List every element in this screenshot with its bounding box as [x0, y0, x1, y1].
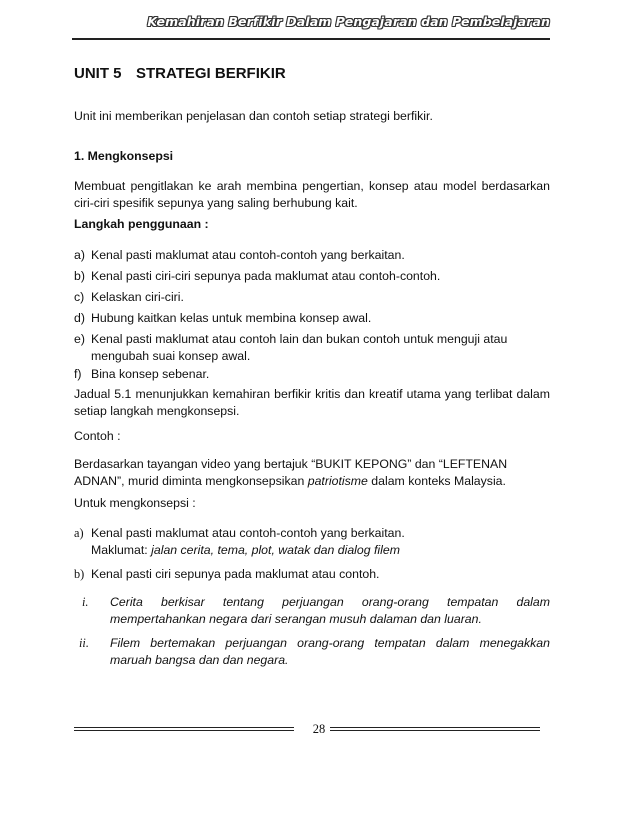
running-header: Kemahiran Berfikir Dalam Pengajaran dan Pembelajaran: [147, 14, 550, 29]
list-item: [74, 289, 550, 306]
sub-list-item-text: Filem bertemakan perjuangan orang-orang tempatan dalam menegakkan maruah bangsa dan dan negara.: [110, 636, 550, 667]
example-italic-term: patriotisme: [307, 474, 368, 488]
sub-list-item-text: Cerita berkisar tentang perjuangan orang-orang tempatan dalam mempertahankan negara dari serangan musuh dalaman dan luaran.: [110, 595, 550, 626]
list-item: [74, 268, 550, 285]
list-item-text: Kenal pasti maklumat atau contoh-contoh yang berkaitan.: [91, 526, 405, 540]
list-item: [74, 525, 550, 559]
example-text-end: dalam konteks Malaysia.: [367, 474, 506, 488]
list-item-label: b): [74, 269, 85, 283]
list-item-label: f): [74, 367, 82, 381]
list-item-label: a): [74, 526, 84, 540]
info-label: Maklumat:: [91, 543, 152, 557]
sub-list-item: [74, 594, 550, 628]
page-number: 28: [312, 722, 326, 736]
unit-heading: [74, 65, 286, 82]
sub-list-item-label: i.: [82, 595, 89, 609]
to-conceptualize-label: Untuk mengkonsepsi :: [74, 496, 196, 510]
intro-paragraph: Unit ini memberikan penjelasan dan contoh setiap strategi berfikir.: [74, 109, 433, 123]
list-item: [74, 331, 550, 365]
sub-list-item-label: ii.: [79, 636, 89, 650]
section-description: Membuat pengitlakan ke arah membina pengertian, konsep atau model berdasarkan ciri-ciri spesifik sepunya yang saling berhubung kait.: [74, 179, 550, 210]
example-paragraph: [74, 456, 514, 490]
example-heading: Contoh :: [74, 429, 121, 443]
list-item-label: a): [74, 248, 85, 262]
table-note: Jadual 5.1 menunjukkan kemahiran berfikir kritis dan kreatif utama yang terlibat dalam setiap langkah mengkonsepsi.: [74, 387, 550, 418]
list-item: [74, 247, 550, 264]
list-item-text: Kenal pasti ciri-ciri sepunya pada maklumat atau contoh-contoh.: [91, 269, 441, 283]
steps-heading: Langkah penggunaan :: [74, 217, 209, 231]
info-value: jalan cerita, tema, plot, watak dan dialog filem: [151, 543, 400, 557]
sub-list-item: [74, 635, 550, 669]
list-item-label: d): [74, 311, 85, 325]
list-item: [74, 310, 550, 327]
section-heading: 1. Mengkonsepsi: [74, 149, 174, 163]
unit-title: STRATEGI BERFIKIR: [136, 65, 286, 82]
list-item-text: Hubung kaitkan kelas untuk membina konsep awal.: [91, 311, 372, 325]
list-item: [74, 366, 550, 383]
list-item-text: Kelaskan ciri-ciri.: [91, 290, 184, 304]
list-item-label: e): [74, 332, 85, 346]
list-item-text: Kenal pasti maklumat atau contoh lain dan bukan contoh untuk menguji atau mengubah suai konsep awal.: [91, 332, 508, 363]
example-text-start: Berdasarkan tayangan video yang bertajuk “BUKIT KEPONG” dan “LEFTENAN ADNAN”, murid diminta mengkonsepsikan: [74, 457, 508, 488]
header-rule: [72, 38, 550, 40]
unit-number: UNIT 5: [74, 65, 122, 82]
list-item-label: c): [74, 290, 85, 304]
info-line: [91, 542, 550, 559]
list-item-text: Kenal pasti maklumat atau contoh-contoh yang berkaitan.: [91, 248, 405, 262]
list-item-text: Kenal pasti ciri sepunya pada maklumat atau contoh.: [91, 567, 380, 581]
list-item-text: Bina konsep sebenar.: [91, 367, 210, 381]
list-item-label: b): [74, 567, 85, 581]
list-item: [74, 566, 550, 583]
